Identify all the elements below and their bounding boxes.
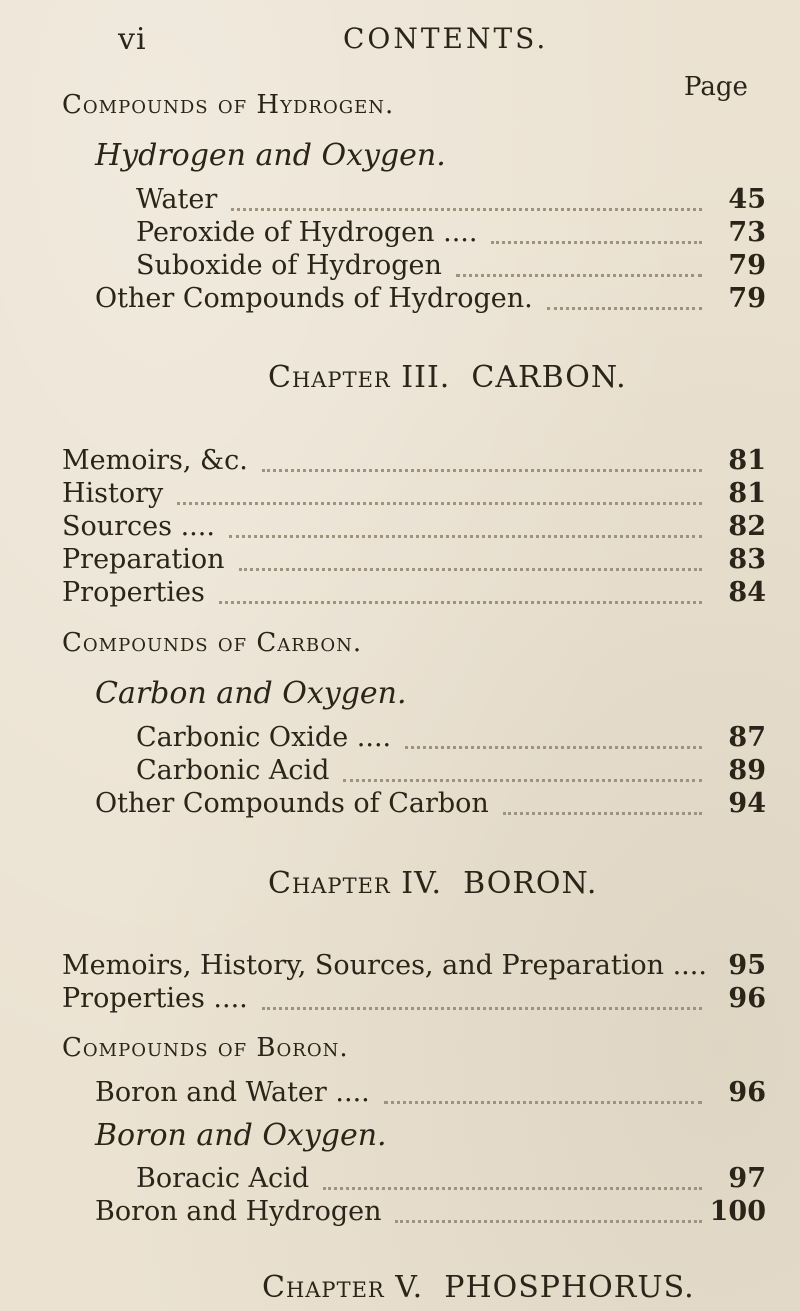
toc-entry bbox=[0, 283, 800, 317]
toc-entry-title: Carbonic Oxide .... bbox=[136, 722, 392, 753]
chapter-heading: Chapter III. CARBON. bbox=[268, 360, 627, 395]
toc-entry-title: Water bbox=[136, 184, 218, 215]
toc-entry-title: Carbonic Acid bbox=[136, 755, 330, 786]
toc-entry-title: Boron and Water .... bbox=[95, 1077, 370, 1108]
toc-entry bbox=[0, 217, 800, 251]
toc-entry bbox=[0, 788, 800, 822]
toc-entry-title: Other Compounds of Hydrogen. bbox=[95, 283, 533, 314]
toc-entry-page: 100 bbox=[709, 1196, 766, 1227]
toc-entry-title: Properties .... bbox=[62, 983, 248, 1014]
page-column-label: Page bbox=[684, 72, 748, 102]
toc-entry-page: 89 bbox=[728, 755, 766, 786]
toc-entry bbox=[0, 755, 800, 789]
subsection-heading: Carbon and Oxygen. bbox=[95, 676, 407, 711]
toc-entry-title: Properties bbox=[62, 577, 205, 608]
toc-entry bbox=[0, 478, 800, 512]
toc-entry-title: Memoirs, &c. bbox=[62, 445, 248, 476]
toc-entry-title: Memoirs, History, Sources, and Preparation .... bbox=[62, 950, 707, 981]
toc-entry-page: 87 bbox=[728, 722, 766, 753]
toc-entry bbox=[0, 544, 800, 578]
toc-entry-title: Suboxide of Hydrogen bbox=[136, 250, 442, 281]
section-heading: Compounds of Boron. bbox=[62, 1033, 349, 1063]
toc-entry-title: History bbox=[62, 478, 164, 509]
toc-entry-page: 81 bbox=[728, 478, 766, 509]
toc-entry bbox=[0, 445, 800, 479]
toc-entry-page: 94 bbox=[728, 788, 766, 819]
toc-entry-page: 97 bbox=[728, 1163, 766, 1194]
toc-entry-title: Boron and Hydrogen bbox=[95, 1196, 382, 1227]
toc-entry bbox=[0, 511, 800, 545]
toc-entry-title: Sources .... bbox=[62, 511, 215, 542]
toc-entry bbox=[0, 950, 800, 984]
toc-entry bbox=[0, 983, 800, 1017]
section-heading: Compounds of Carbon. bbox=[62, 628, 363, 658]
toc-entry-title: Boracic Acid bbox=[136, 1163, 310, 1194]
running-title: CONTENTS. bbox=[343, 22, 549, 55]
toc-entry bbox=[0, 184, 800, 218]
chapter-heading: Chapter IV. BORON. bbox=[268, 866, 598, 901]
toc-entry-page: 83 bbox=[728, 544, 766, 575]
toc-entry-page: 84 bbox=[728, 577, 766, 608]
toc-entry bbox=[0, 1077, 800, 1111]
toc-entry-page: 82 bbox=[728, 511, 766, 542]
page-number: vi bbox=[118, 22, 147, 57]
toc-entry bbox=[0, 722, 800, 756]
subsection-heading: Hydrogen and Oxygen. bbox=[95, 138, 446, 173]
toc-entry bbox=[0, 577, 800, 611]
toc-entry-page: 79 bbox=[728, 250, 766, 281]
toc-entry-page: 95 bbox=[728, 950, 766, 981]
toc-entry-page: 45 bbox=[728, 184, 766, 215]
toc-entry-page: 81 bbox=[728, 445, 766, 476]
toc-entry bbox=[0, 1196, 800, 1230]
toc-entry bbox=[0, 1163, 800, 1197]
chapter-heading: Chapter V. PHOSPHORUS. bbox=[262, 1270, 695, 1305]
section-heading: Compounds of Hydrogen. bbox=[62, 90, 395, 120]
toc-entry-title: Preparation bbox=[62, 544, 225, 575]
toc-entry-title: Other Compounds of Carbon bbox=[95, 788, 489, 819]
toc-entry-page: 73 bbox=[728, 217, 766, 248]
toc-entry-page: 96 bbox=[728, 1077, 766, 1108]
toc-entry-title: Peroxide of Hydrogen .... bbox=[136, 217, 478, 248]
toc-entry-page: 79 bbox=[728, 283, 766, 314]
toc-entry bbox=[0, 250, 800, 284]
toc-entry-page: 96 bbox=[728, 983, 766, 1014]
subsection-heading: Boron and Oxygen. bbox=[95, 1118, 387, 1153]
